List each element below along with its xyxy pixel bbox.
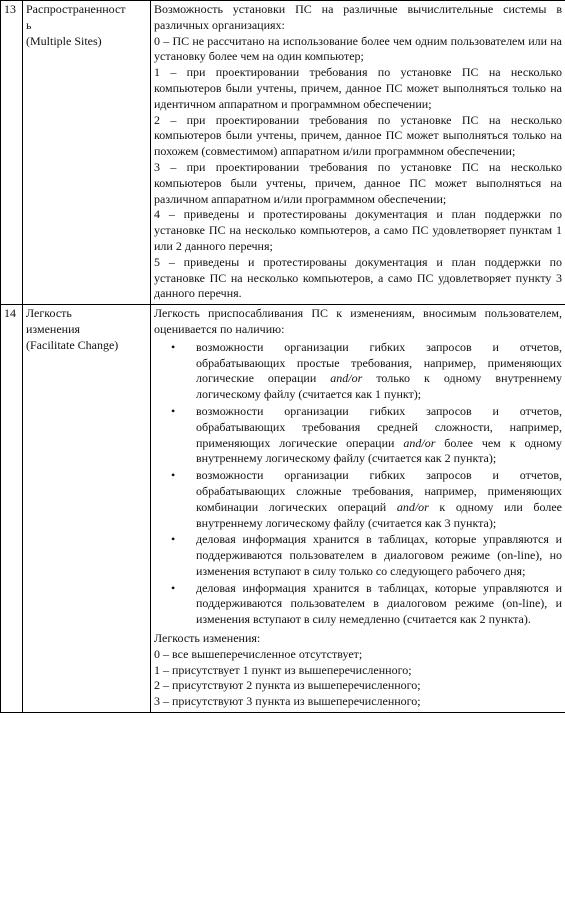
scale-item: 2 – присутствуют 2 пункта из вышеперечисленного;	[154, 678, 421, 693]
description-paragraph: 2 – при проектировании требования по установке ПС на несколько компьютеров были учтены, причем, данное ПС может выполняться только на похожем (совместимом) аппаратном и/или программном обеспечении;	[154, 112, 562, 159]
scale-item: 3 – присутствуют 3 пункта из вышеперечисленного;	[154, 694, 421, 709]
bullet-text: возможности организации гибких запросов и отчетов, обрабатывающих сложные требования, например, применяющих комбинации логических операций and/or к одному или более внутреннему логическому файлу (считается как 3 пункта);	[196, 468, 562, 530]
scale-title: Легкость изменения:	[154, 631, 261, 646]
logic-operator-text: and/or	[403, 435, 436, 450]
bullet-icon: •	[171, 403, 176, 418]
bullet-icon: •	[171, 339, 176, 354]
description-paragraph: 3 – при проектировании требования по установке ПС на несколько компьютеров были учтены, причем, данное ПС может выполняться на различном аппаратном и/или программном обеспечении;	[154, 159, 562, 206]
criterion-name-english: (Facilitate Change)	[26, 337, 119, 352]
bullet-icon: •	[171, 580, 176, 595]
table-row	[1, 1, 565, 305]
bullet-text: возможности организации гибких запросов и отчетов, обрабатывающих требования средней сложности, например, применяющих логические операции and/or более чем к одному внутреннему логическому файлу (считается как 2 пункта);	[196, 403, 563, 466]
criterion-description-cell	[151, 305, 565, 713]
criterion-name-cell	[23, 1, 151, 305]
description-paragraph: 4 – приведены и протестированы документация и план поддержки по установке ПС на несколько компьютеров, а само ПС удовлетворяет пунктам 1 или 2 данного перечня;	[154, 207, 562, 253]
description-paragraph: 1 – при проектировании требования по установке ПС на несколько компьютеров были учтены, причем, данное ПС может выполняться только на идентичном аппаратном и программном обеспечении;	[154, 65, 562, 111]
bullet-text: возможности организации гибких запросов и отчетов, обрабатывающих простые требования, например, применяющих логические операции and/or только к одному внутреннему логическому файлу (считается как 1 пункт);	[196, 339, 562, 402]
bullet-icon: •	[171, 532, 176, 547]
criterion-name-line: изменения	[26, 321, 81, 336]
description-paragraph: 0 – ПС не рассчитано на использование более чем одним пользователем или на установку более чем на один компьютер;	[154, 33, 562, 64]
logic-operator-text: and/or	[330, 371, 363, 386]
criterion-name-english: (Multiple Sites)	[26, 33, 102, 48]
bullet-icon: •	[171, 468, 176, 483]
criterion-name-line: Легкость	[26, 306, 72, 321]
description-intro: Легкость приспосабливания ПС к изменениям, вносимым пользователем, оценивается по наличию:	[154, 306, 562, 336]
criterion-description-cell	[151, 1, 565, 305]
row-number: 14	[1, 305, 23, 713]
bullet-list	[154, 340, 562, 628]
list-item	[171, 468, 562, 531]
bullet-text: деловая информация хранится в таблицах, которые управляются и поддерживаются пользователем в диалоговом режиме (on-line), но изменения вступают в силу только со следующего рабочего дня;	[196, 532, 562, 578]
scale-item: 0 – все вышеперечисленное отсутствует;	[154, 646, 363, 661]
logic-operator-text: and/or	[396, 499, 429, 514]
bullet-text: деловая информация хранится в таблицах, которые управляются и поддерживаются пользователем в диалоговом режиме (on-line), и изменения вступают в силу немедленно (считается как 2 пункта).	[196, 580, 562, 627]
description-paragraph: Возможность установки ПС на различные вычислительные системы в различных организациях:	[154, 2, 562, 32]
list-item	[171, 403, 563, 467]
table-row	[1, 305, 565, 713]
description-paragraph: 5 – приведены и протестированы документация и план поддержки по установке ПС на несколько компьютеров, а само ПС удовлетворяет пункту 3 данного перечня.	[154, 254, 562, 301]
list-item	[171, 339, 562, 403]
criterion-name-cell	[23, 305, 151, 713]
criterion-name-line: ь	[26, 17, 32, 32]
scale-item: 1 – присутствует 1 пункт из вышеперечисленного;	[154, 662, 412, 677]
list-item	[171, 580, 562, 628]
criterion-name-line: Распространенност	[26, 2, 126, 16]
list-item	[171, 532, 562, 579]
row-number: 13	[1, 1, 23, 305]
